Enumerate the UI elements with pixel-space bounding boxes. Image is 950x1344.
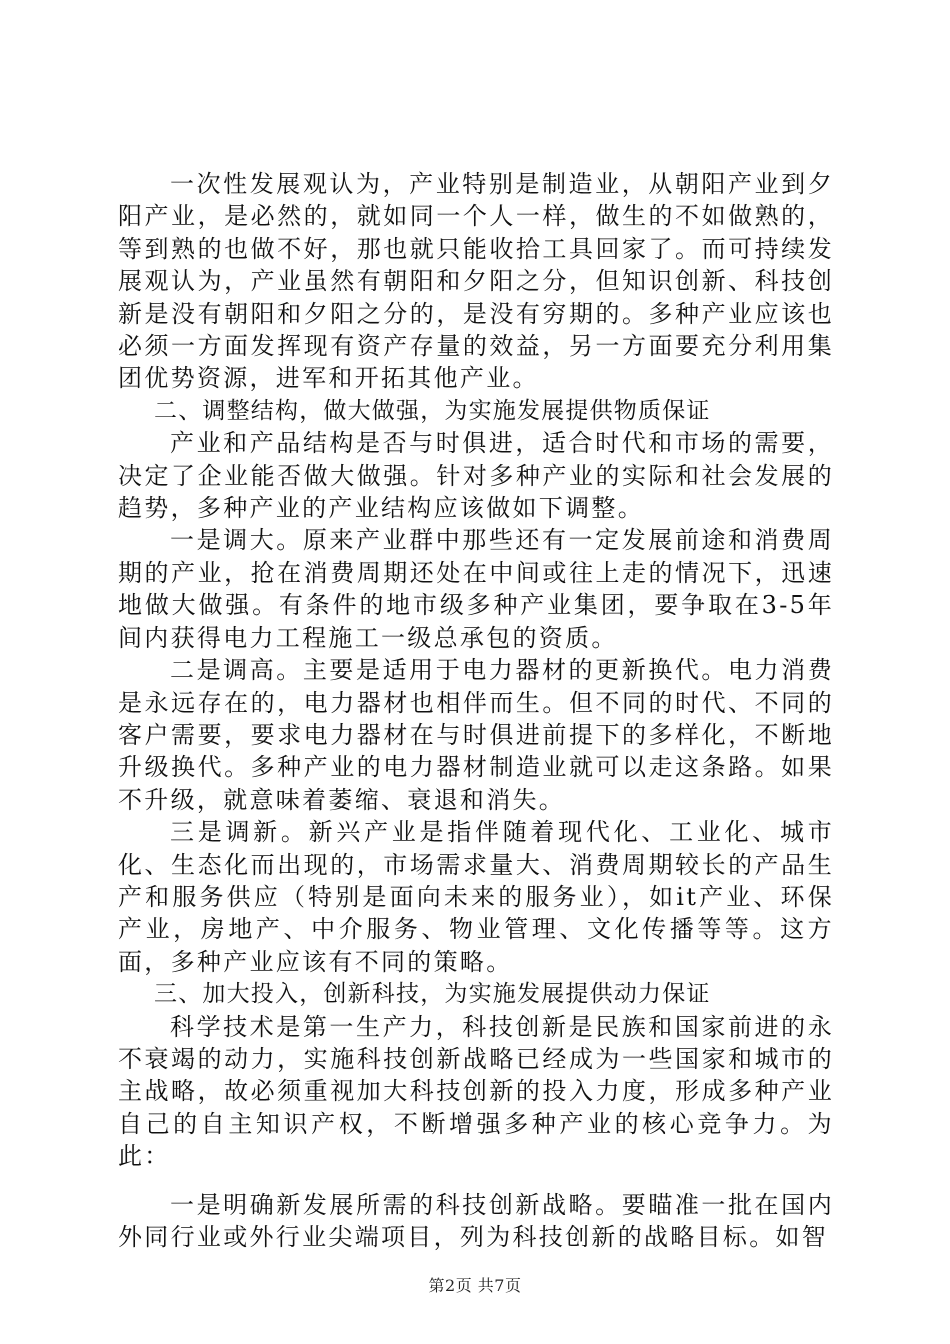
section-heading-adjust-structure: 二、调整结构，做大做强，为实施发展提供物质保证 xyxy=(154,397,711,424)
paragraph-science-technology: 科学技术是第一生产力，科技创新是民族和国家前进的永不衰竭的动力，实施科技创新战略已经成为一些国家和城市的主战略，故必须重视加大科技创新的投入力度，形成多种产业自己的自主知识产权，不断增强多种产业的核心竞争力。为此： xyxy=(118,1012,834,1171)
page-number-footer: 第2页 共7页 xyxy=(428,1276,522,1295)
paragraph-sustainable-development: 一次性发展观认为，产业特别是制造业，从朝阳产业到夕阳产业，是必然的，就如同一个人一样，做生的不如做熟的，等到熟的也做不好，那也就只能收拾工具回家了。而可持续发展观认为，产业虽然有朝阳和夕阳之分，但知识创新、科技创新是没有朝阳和夕阳之分的，是没有穷期的。多种产业应该也必须一方面发挥现有资产存量的效益，另一方面要充分利用集团优势资源，进军和开拓其他产业。 xyxy=(118,170,834,393)
section-heading-increase-investment: 三、加大投入，创新科技，为实施发展提供动力保证 xyxy=(154,981,711,1008)
paragraph-innovation-strategy: 一是明确新发展所需的科技创新战略。要瞄准一批在国内外同行业或外行业尖端项目，列为科技创新的战略目标。如智 xyxy=(118,1190,834,1251)
paragraph-structure-intro: 产业和产品结构是否与时俱进，适合时代和市场的需要，决定了企业能否做大做强。针对多种产业的实际和社会发展的趋势，多种产业的产业结构应该做如下调整。 xyxy=(118,429,834,523)
paragraph-upgrade: 二是调高。主要是适用于电力器材的更新换代。电力消费是永远存在的，电力器材也相伴而生。但不同的时代、不同的客户需要，要求电力器材在与时俱进前提下的多样化，不断地升级换代。多种产业的电力器材制造业就可以走这条路。如果不升级，就意味着萎缩、衰退和消失。 xyxy=(118,656,834,814)
paragraph-new-industries: 三是调新。新兴产业是指伴随着现代化、工业化、城市化、生态化而出现的，市场需求量大、消费周期较长的产品生产和服务供应（特别是面向未来的服务业），如it产业、环保产业，房地产、中介服务、物业管理、文化传播等等。这方面，多种产业应该有不同的策略。 xyxy=(118,818,834,976)
paragraph-expand: 一是调大。原来产业群中那些还有一定发展前途和消费周期的产业，抢在消费周期还处在中间或往上走的情况下，迅速地做大做强。有条件的地市级多种产业集团，要争取在3-5年间内获得电力工程施工一级总承包的资质。 xyxy=(118,526,834,652)
document-body xyxy=(118,168,834,1253)
